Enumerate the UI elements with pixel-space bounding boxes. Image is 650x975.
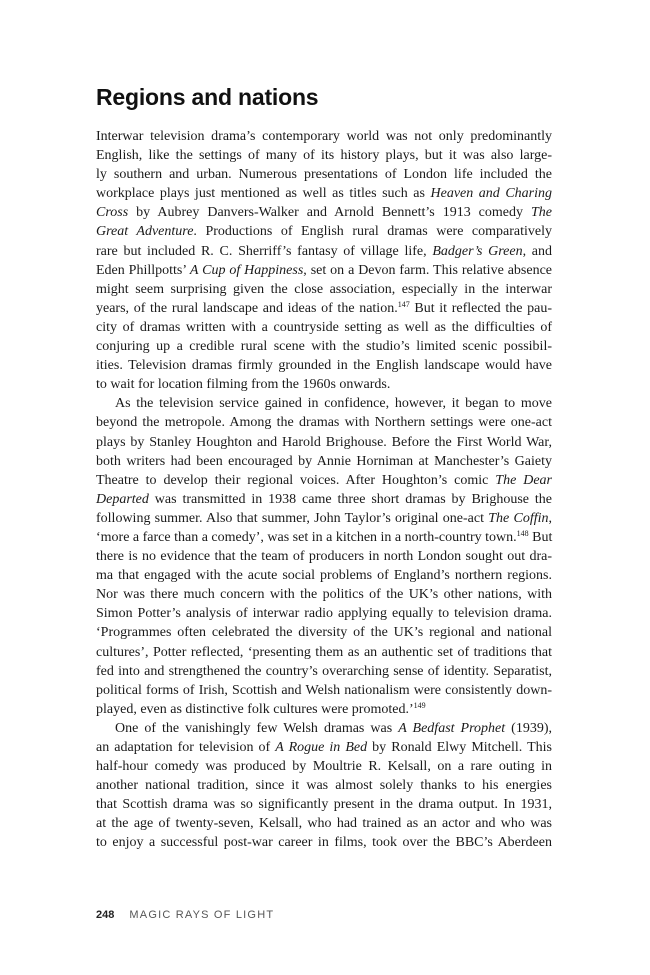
text-run: , set on a Devon farm. This relative absence xyxy=(303,262,553,278)
text-line xyxy=(96,318,552,337)
text-line xyxy=(96,490,552,509)
italic-title: Cross xyxy=(96,205,129,221)
text-run: , and xyxy=(522,243,553,259)
text-run: Eden Phillpotts’ xyxy=(96,262,190,278)
text-run: plays by Stanley Houghton and Harold Brighouse. Before the First World War, xyxy=(96,434,552,450)
text-run: rare but included R. C. Sherriff’s fantasy of village life, xyxy=(96,243,433,259)
text-run: played, even as distinctive folk cultures were promoted.’ xyxy=(96,701,414,717)
text-line xyxy=(96,719,552,738)
text-run: city of dramas written with a countryside setting as well as the difficulties of xyxy=(96,319,552,335)
paragraph xyxy=(96,719,552,853)
text-run: by Ronald Elwy Mitchell. This xyxy=(367,740,552,755)
text-run: Interwar television drama’s contemporary world was not only predominantly xyxy=(96,129,552,144)
text-run: ‘more a farce than a comedy’, was set in a kitchen in a north-country town. xyxy=(96,529,517,545)
text-run: Simon Potter’s analysis of interwar radio applying equally to television drama. xyxy=(96,606,552,622)
text-line xyxy=(96,738,552,757)
text-run: (1939), xyxy=(505,720,553,736)
body-text xyxy=(96,127,552,853)
text-line xyxy=(96,413,552,432)
text-run: ‘Programmes often celebrated the diversity of the UK’s regional and national xyxy=(96,625,552,641)
footnote-ref[interactable]: 148 xyxy=(516,528,529,538)
text-run: might seem surprising given the close association, especially in the interwar xyxy=(96,281,552,297)
text-run: , xyxy=(548,510,552,526)
text-run: English, like the settings of many of its history plays, but it was also large- xyxy=(96,148,552,164)
text-run: Theatre to develop their regional voices. After Houghton’s comic xyxy=(96,472,496,488)
text-line xyxy=(96,776,552,795)
text-run: there is no evidence that the team of producers in north London sought out dra- xyxy=(96,549,552,565)
text-run: was transmitted in 1938 came three short dramas by Brighouse the xyxy=(148,491,552,507)
text-run: One of the vanishingly few Welsh dramas was xyxy=(115,720,399,736)
text-run: to enjoy a successful post-war career in films, took over the BBC’s Aberdeen xyxy=(96,835,552,851)
text-line xyxy=(96,356,552,375)
text-run: As the television service gained in confidence, however, it began to move xyxy=(115,396,552,412)
page-number: 248 xyxy=(96,909,115,921)
text-line xyxy=(96,184,552,203)
italic-title: A Cup of Happiness xyxy=(189,262,304,278)
running-head: MAGIC RAYS OF LIGHT xyxy=(129,909,275,921)
text-run: another national tradition, since it was almost solely thanks to his energies xyxy=(96,778,552,794)
text-line xyxy=(96,261,552,280)
text-run: political forms of Irish, Scottish and Welsh nationalism were consistently down- xyxy=(96,682,552,698)
text-line xyxy=(96,299,552,318)
italic-title: Great Adventure xyxy=(96,224,194,240)
text-line xyxy=(96,433,552,452)
footnote-ref[interactable]: 147 xyxy=(397,299,410,309)
text-run: workplace plays just mentioned as well as titles such as xyxy=(96,186,431,202)
text-line xyxy=(96,566,552,585)
text-run: that Scottish drama was so significantly present in the drama output. In 1931, xyxy=(96,797,552,813)
italic-title: A Bedfast Prophet xyxy=(398,720,506,736)
text-line xyxy=(96,585,552,604)
paragraph xyxy=(96,127,552,394)
footnote-ref[interactable]: 149 xyxy=(413,700,426,710)
text-line xyxy=(96,643,552,662)
text-run: cultures’, Potter reflected, ‘presenting them as an authentic set of traditions that xyxy=(96,644,552,660)
text-line xyxy=(96,833,552,852)
text-line xyxy=(96,795,552,814)
italic-title: A Rogue in Bed xyxy=(275,740,368,755)
italic-title: The Coffin xyxy=(488,510,549,526)
text-line xyxy=(96,452,552,471)
text-run: to wait for location filming from the 1960s onwards. xyxy=(96,377,391,393)
text-run: at the age of twenty-seven, Kelsall, who had trained as an actor and who was xyxy=(96,816,552,832)
text-run: ly southern and urban. Numerous presentations of London life included the xyxy=(96,167,552,183)
italic-title: The Dear xyxy=(495,472,552,488)
text-run: by Aubrey Danvers-Walker and Arnold Bennett’s 1913 comedy xyxy=(128,205,531,221)
text-run: years, of the rural landscape and ideas of the nation. xyxy=(96,300,398,316)
text-line xyxy=(96,165,552,184)
text-run: fed into and strengthened the country’s overarching sense of identity. Separatist, xyxy=(96,663,552,679)
text-line xyxy=(96,471,552,490)
text-run: But xyxy=(528,529,553,545)
italic-title: The xyxy=(531,205,552,221)
page-footer xyxy=(96,909,274,921)
text-line xyxy=(96,814,552,833)
text-run: ities. Television dramas firmly grounded in the English landscape would have xyxy=(96,358,552,374)
text-run: beyond the metropole. Among the dramas with Northern settings were one-act xyxy=(96,415,552,431)
text-line xyxy=(96,394,552,413)
text-line xyxy=(96,757,552,776)
text-run: ma that engaged with the acute social problems of England’s northern regions. xyxy=(96,568,552,584)
text-run: But it reflected the pau- xyxy=(409,300,552,316)
text-run: both writers had been encouraged by Annie Horniman at Manchester’s Gaiety xyxy=(96,453,552,469)
text-line xyxy=(96,203,552,222)
text-run: Nor was there much concern with the politics of the UK’s other nations, with xyxy=(96,587,552,603)
text-line xyxy=(96,528,552,547)
text-line xyxy=(96,662,552,681)
text-line xyxy=(96,547,552,566)
italic-title: Departed xyxy=(96,491,149,507)
text-line xyxy=(96,375,552,394)
text-line xyxy=(96,337,552,356)
text-line xyxy=(96,280,552,299)
italic-title: Badger’s Green xyxy=(432,243,523,259)
text-line xyxy=(96,127,552,146)
text-run: conjuring up a credible rural scene with the studio’s limited scenic possibil- xyxy=(96,339,552,355)
section-heading: Regions and nations xyxy=(96,84,319,110)
text-line xyxy=(96,700,552,719)
text-run: . Productions of English rural dramas were comparatively xyxy=(193,224,552,240)
text-line xyxy=(96,681,552,700)
italic-title: Heaven and Charing xyxy=(430,186,552,202)
text-run: an adaptation for television of xyxy=(96,740,276,755)
text-line xyxy=(96,509,552,528)
text-line xyxy=(96,146,552,165)
text-run: half-hour comedy was produced by Moultrie R. Kelsall, on a rare outing in xyxy=(96,759,552,775)
paragraph xyxy=(96,394,552,719)
text-line xyxy=(96,242,552,261)
text-line xyxy=(96,623,552,642)
text-run: following summer. Also that summer, John Taylor’s original one-act xyxy=(96,510,489,526)
text-line xyxy=(96,604,552,623)
text-line xyxy=(96,222,552,241)
